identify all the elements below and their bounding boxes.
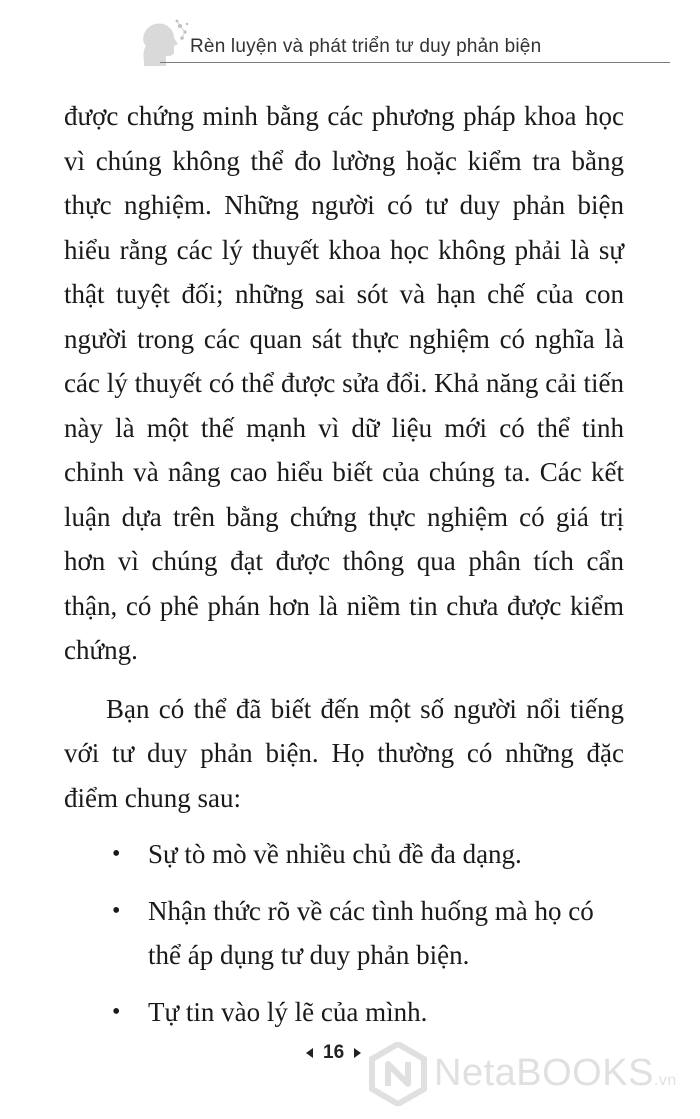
page-body — [64, 94, 624, 1034]
bullet-icon: • — [112, 998, 121, 1025]
bullet-list — [64, 832, 624, 1034]
list-item — [64, 889, 624, 978]
paragraph-1: được chứng minh bằng các phương pháp khoa học vì chúng không thể đo lường hoặc kiểm tra bằng thực nghiệm. Những người có tư duy phản biện hiểu rằng các lý thuyết khoa học không phải là sự thật tuyệt đối; những sai sót và hạn chế của con người trong các quan sát thực nghiệm có nghĩa là các lý thuyết có thể được sửa đổi. Khả năng cải tiến này là một thế mạnh vì dữ liệu mới có thể tinh chỉnh và nâng cao hiểu biết của chúng ta. Các kết luận dựa trên bằng chứng thực nghiệm có giá trị hơn vì chúng đạt được thông qua phân tích cẩn thận, có phê phán hơn là niềm tin chưa được kiểm chứng. — [64, 101, 624, 665]
page-number — [306, 1040, 361, 1066]
watermark — [368, 1042, 698, 1106]
page-header — [0, 0, 700, 80]
watermark-text — [434, 1052, 677, 1095]
watermark-suffix: .vn — [653, 1072, 677, 1089]
list-item — [64, 832, 624, 877]
triangle-left-icon — [306, 1048, 313, 1058]
running-header-title: Rèn luyện và phát triển tư duy phản biện — [190, 36, 542, 57]
netabooks-logo-icon — [368, 1042, 428, 1106]
head-silhouette-icon — [136, 16, 190, 68]
watermark-brand: NetaBOOKS — [434, 1052, 654, 1094]
triangle-right-icon — [354, 1048, 361, 1058]
list-item-text: Tự tin vào lý lẽ của mình. — [148, 996, 428, 1027]
list-item — [64, 990, 624, 1035]
bullet-icon: • — [112, 897, 121, 924]
list-item-text: Sự tò mò về nhiều chủ đề đa dạng. — [148, 839, 522, 869]
header-divider — [160, 62, 670, 63]
paragraph-2: Bạn có thể đã biết đến một số người nổi tiếng với tư duy phản biện. Họ thường có những đặc điểm chung sau: — [64, 693, 624, 813]
list-item-text: Nhận thức rõ về các tình huống mà họ có thể áp dụng tư duy phản biện. — [148, 895, 594, 970]
bullet-icon: • — [112, 841, 121, 867]
page-number-text: 16 — [323, 1042, 345, 1063]
